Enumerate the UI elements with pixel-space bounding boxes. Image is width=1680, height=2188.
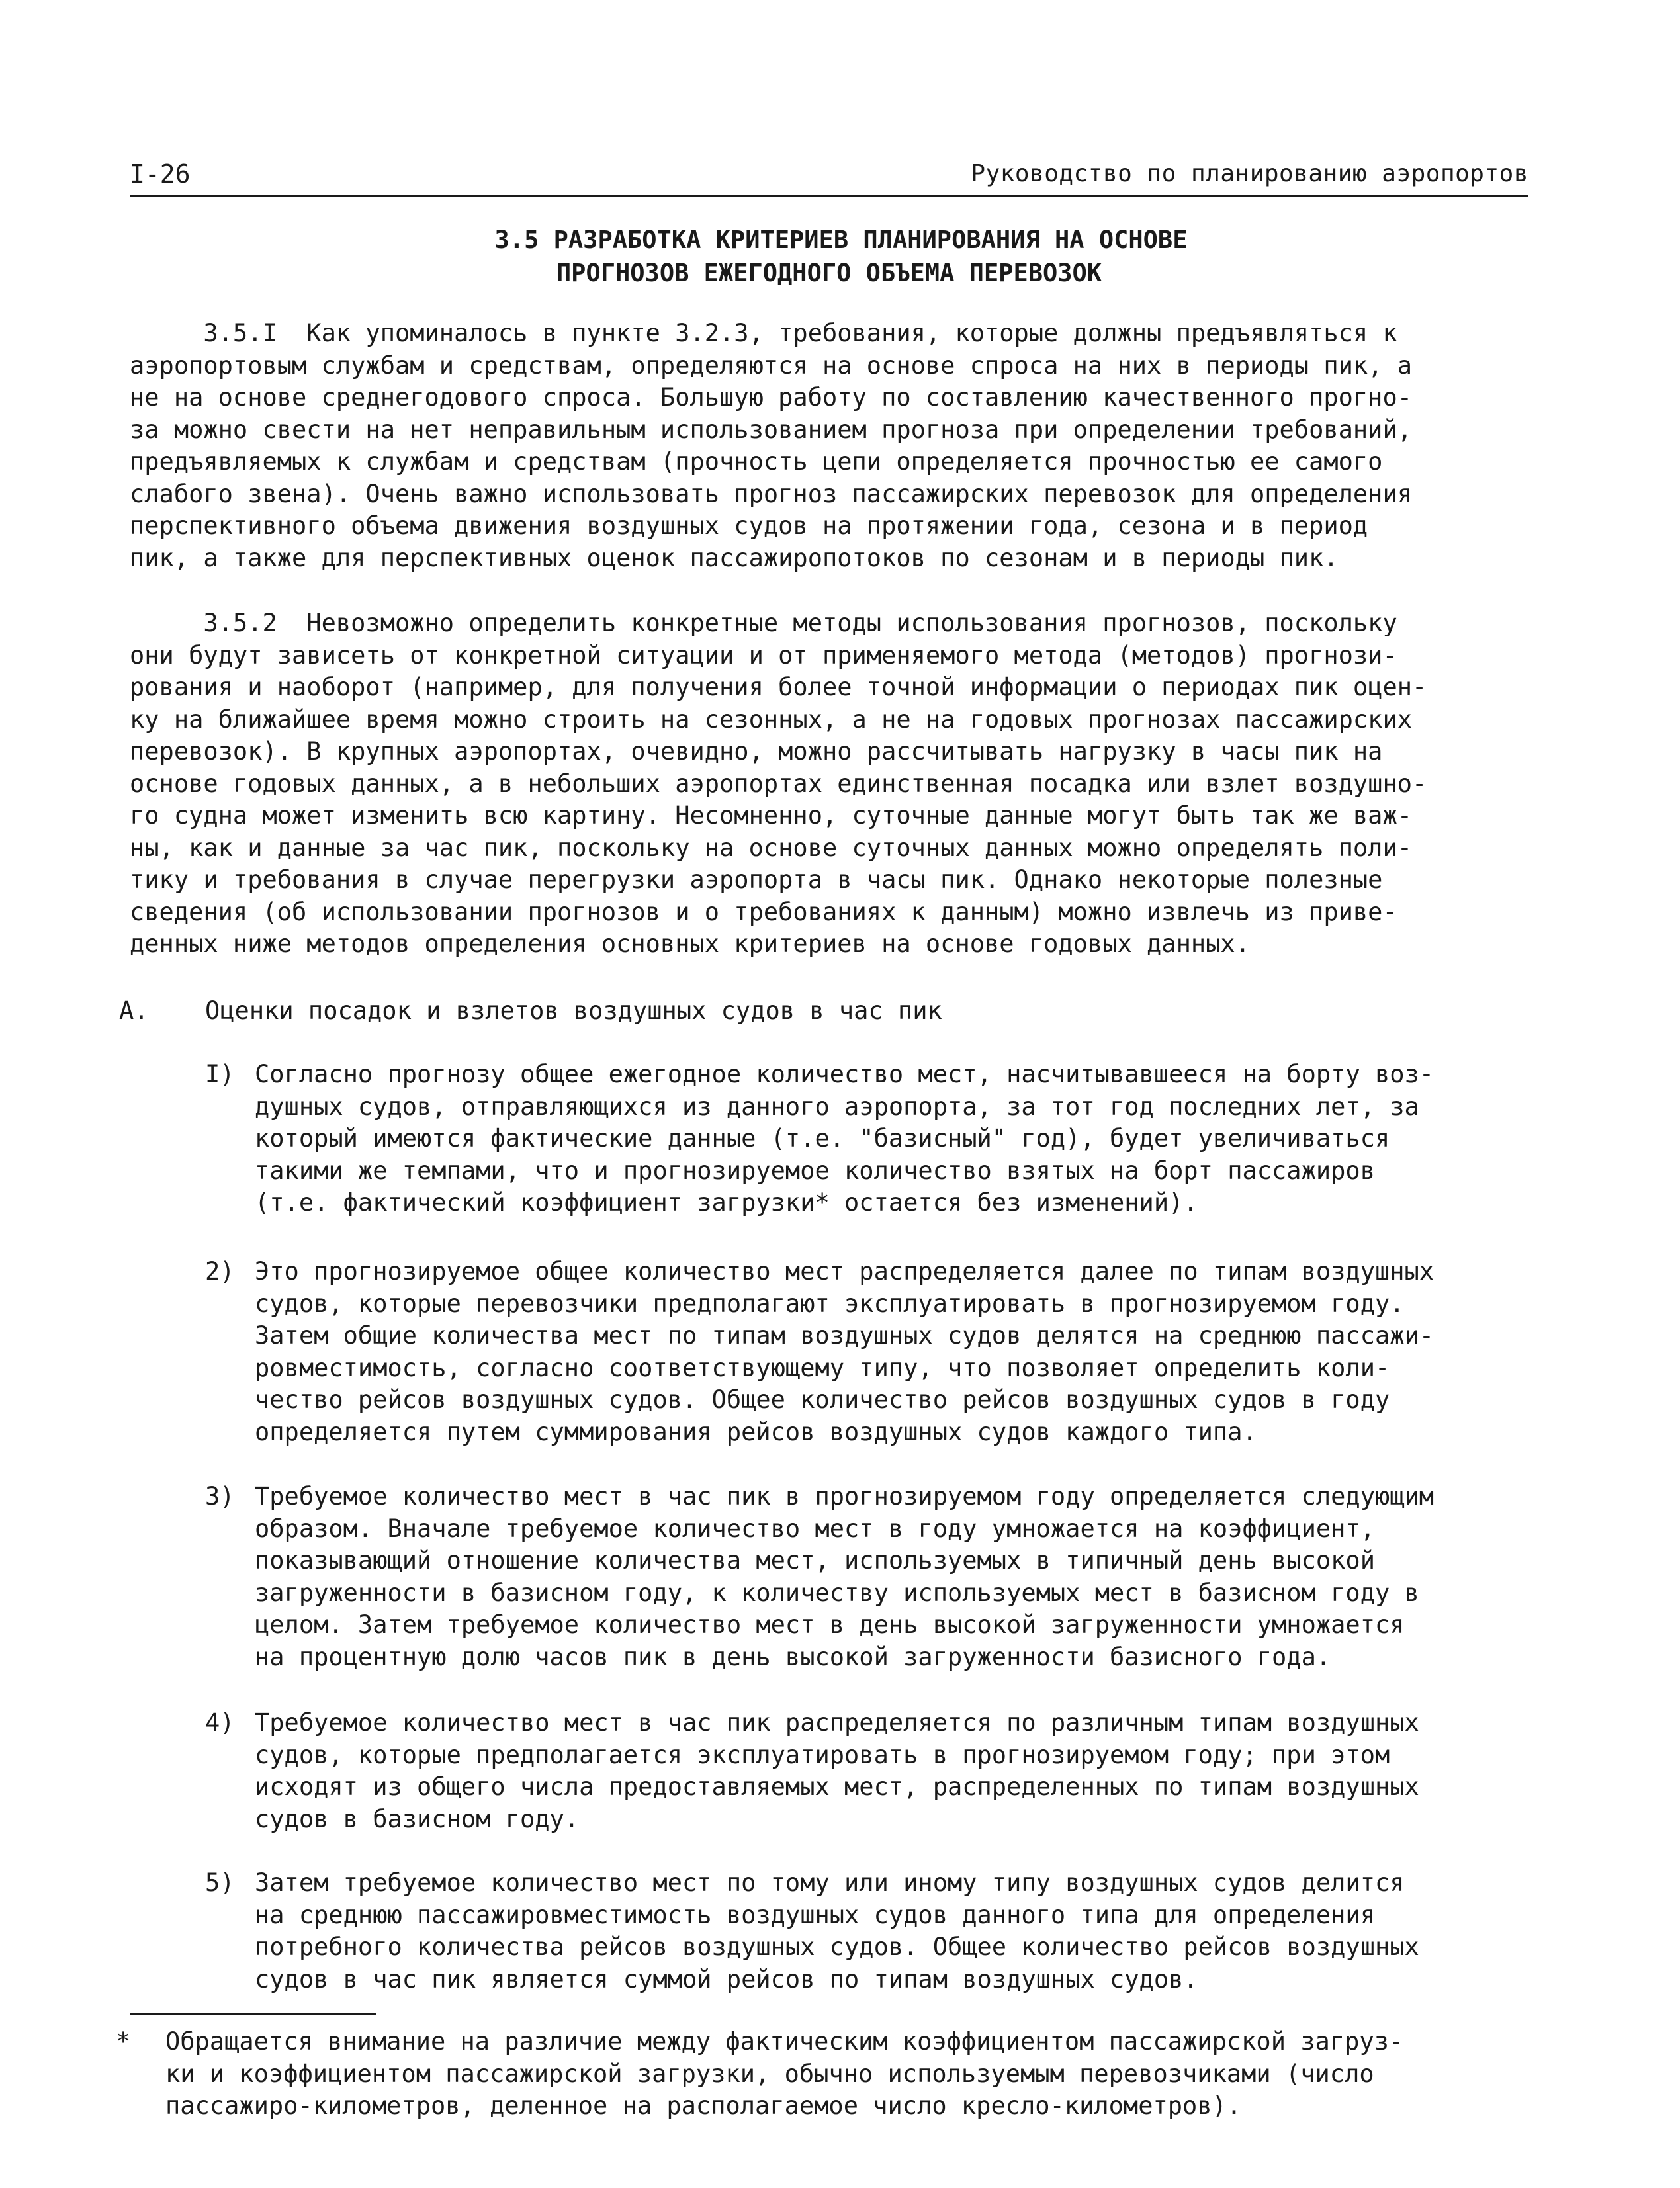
list-item-line: который имеются фактические данные (т.е. "базисный" год), будет увеличиваться (255, 1124, 1390, 1153)
paragraph-line: рования и наоборот (например, для получения более точной информации о периодах пик оцен- (130, 673, 1427, 701)
paragraph-3-5-2 (130, 607, 1528, 961)
footnote (165, 2026, 1528, 2122)
list-item-line: потребного количества рейсов воздушных судов. Общее количество рейсов воздушных (255, 1933, 1419, 1961)
list-item-line: (т.е. фактический коэффициент загрузки* остается без изменений). (255, 1188, 1198, 1217)
paragraph-line: 3.5.2 Невозможно определить конкретные методы использования прогнозов, поскольку (130, 609, 1397, 637)
list-item-marker: 4) (205, 1708, 235, 1737)
paragraph-line: ны, как и данные за час пик, поскольку на основе суточных данных можно определять поли- (130, 833, 1413, 862)
list-item-line: чество рейсов воздушных судов. Общее количество рейсов воздушных судов в году (255, 1385, 1390, 1414)
paragraph-line: го судна может изменить всю картину. Несомненно, суточные данные могут быть так же важ- (130, 801, 1413, 830)
list-item-line: судов, которые перевозчики предполагают эксплуатировать в прогнозируемом году. (255, 1289, 1405, 1318)
list-item-line: ровместимость, согласно соответствующему типу, что позволяет определить коли- (255, 1353, 1390, 1382)
list-item-line: душных судов, отправляющихся из данного аэропорта, за тот год последних лет, за (255, 1092, 1419, 1121)
paragraph-line: перевозок). В крупных аэропортах, очевидно, можно рассчитывать нагрузку в часы пик на (130, 737, 1383, 766)
running-title: Руководство по планированию аэропортов (971, 160, 1528, 187)
list-item-line: Требуемое количество мест в час пик распределяется по различным типам воздушных (255, 1708, 1419, 1737)
list-item-marker: 2) (205, 1257, 235, 1286)
list-item-line: Требуемое количество мест в час пик в прогнозируемом году определяется следующим (255, 1482, 1435, 1510)
footnote-marker: * (116, 2027, 131, 2056)
paragraph-line: основе годовых данных, а в небольших аэропортах единственная посадка или взлет воздушно- (130, 769, 1427, 798)
paragraph-line: они будут зависеть от конкретной ситуации и от применяемого метода (методов) прогнози- (130, 640, 1397, 670)
footnote-line: ки и коэффициентом пассажирской загрузки, обычно используемым перевозчиками (число (165, 2059, 1374, 2088)
list-item-marker: 3) (205, 1482, 235, 1510)
paragraph-line: аэропортовым службам и средствам, определяются на основе спроса на них в периоды пик, а (130, 351, 1413, 380)
list-item-line: показывающий отношение количества мест, используемых в типичный день высокой (255, 1546, 1375, 1575)
list-item-marker: I) (205, 1060, 235, 1088)
paragraph-line: за можно свести на нет неправильным использованием прогноза при определении требований, (130, 415, 1413, 444)
list-item-line: такими же темпами, что и прогнозируемое количество взятых на борт пассажиров (255, 1156, 1375, 1185)
list-item-3 (255, 1481, 1434, 1673)
footnote-line: Обращается внимание на различие между фактическим коэффициентом пассажирской загруз- (165, 2027, 1404, 2056)
paragraph-line: не на основе среднегодового спроса. Большую работу по составлению качественного прогно- (130, 383, 1413, 412)
paragraph-line: денных ниже методов определения основных критериев на основе годовых данных. (130, 930, 1250, 958)
list-item-line: образом. Вначале требуемое количество мест в году умножается на коэффициент, (255, 1514, 1375, 1543)
paragraph-line: слабого звена). Очень важно использовать прогноз пассажирских перевозок для определения (130, 479, 1413, 508)
list-item-line: Затем требуемое количество мест по тому или иному типу воздушных судов делится (255, 1868, 1405, 1897)
list-item-4 (255, 1707, 1419, 1835)
page-header (130, 153, 1528, 197)
list-item-line: судов в базисном году. (255, 1804, 580, 1833)
list-item-2 (255, 1256, 1434, 1448)
list-item-line: Затем общие количества мест по типам воздушных судов делятся на среднюю пассажи- (255, 1321, 1435, 1350)
list-item-line: определяется путем суммирования рейсов воздушных судов каждого типа. (255, 1417, 1257, 1446)
list-item-line: загруженности в базисном году, к количеству используемых мест в базисном году в (255, 1578, 1419, 1607)
list-item-line: Это прогнозируемое общее количество мест распределяется далее по типам воздушных (255, 1257, 1435, 1286)
list-item-line: на процентную долю часов пик в день высокой загруженности базисного года. (255, 1642, 1331, 1671)
paragraph-line: перспективного объема движения воздушных судов на протяжении года, сезона и в период (130, 511, 1368, 540)
paragraph-line: ку на ближайшее время можно строить на сезонных, а не на годовых прогнозах пассажирских (130, 705, 1413, 734)
paragraph-line: 3.5.I Как упоминалось в пункте 3.2.3, требования, которые должны предъявляться к (130, 319, 1397, 347)
subsection-marker: A. (119, 996, 149, 1025)
list-item-line: исходят из общего числа предоставляемых мест, распределенных по типам воздушных (255, 1772, 1419, 1801)
list-item-marker: 5) (205, 1868, 235, 1897)
list-item-line: судов в час пик является суммой рейсов по типам воздушных судов. (255, 1964, 1198, 1993)
section-title-line: 3.5 РАЗРАБОТКА КРИТЕРИЕВ ПЛАНИРОВАНИЯ НА ОСНОВЕ (494, 226, 1188, 254)
list-item-line: судов, которые предполагается эксплуатировать в прогнозируемом году; при этом (255, 1740, 1390, 1769)
list-item-line: Согласно прогнозу общее ежегодное количество мест, насчитывавшееся на борту воз- (255, 1060, 1435, 1088)
list-item-5 (255, 1867, 1419, 1995)
list-item-line: целом. Затем требуемое количество мест в день высокой загруженности умножается (255, 1610, 1405, 1639)
paragraph-line: сведения (об использовании прогнозов и о требованиях к данным) можно извлечь из приве- (130, 897, 1397, 926)
list-item-1 (255, 1059, 1434, 1219)
footnote-line: пассажиро-километров, деленное на располагаемое число кресло-километров). (165, 2091, 1242, 2120)
footnote-divider (130, 2013, 376, 2015)
page-number: I-26 (130, 159, 191, 189)
subsection-title: Оценки посадок и взлетов воздушных судов в час пик (205, 996, 942, 1025)
list-item-line: на среднюю пассажировместимость воздушных судов данного типа для определения (255, 1900, 1375, 1929)
paragraph-3-5-1 (130, 318, 1528, 574)
section-title-line: ПРОГНОЗОВ ЕЖЕГОДНОГО ОБЪЕМА ПЕРЕВОЗОК (556, 259, 1102, 287)
paragraph-line: предъявляемых к службам и средствам (прочность цепи определяется прочностью ее самого (130, 447, 1383, 476)
section-title (130, 224, 1528, 290)
paragraph-line: тику и требования в случае перегрузки аэропорта в часы пик. Однако некоторые полезные (130, 865, 1383, 894)
paragraph-line: пик, а также для перспективных оценок пассажиропотоков по сезонам и в периоды пик. (130, 543, 1339, 572)
